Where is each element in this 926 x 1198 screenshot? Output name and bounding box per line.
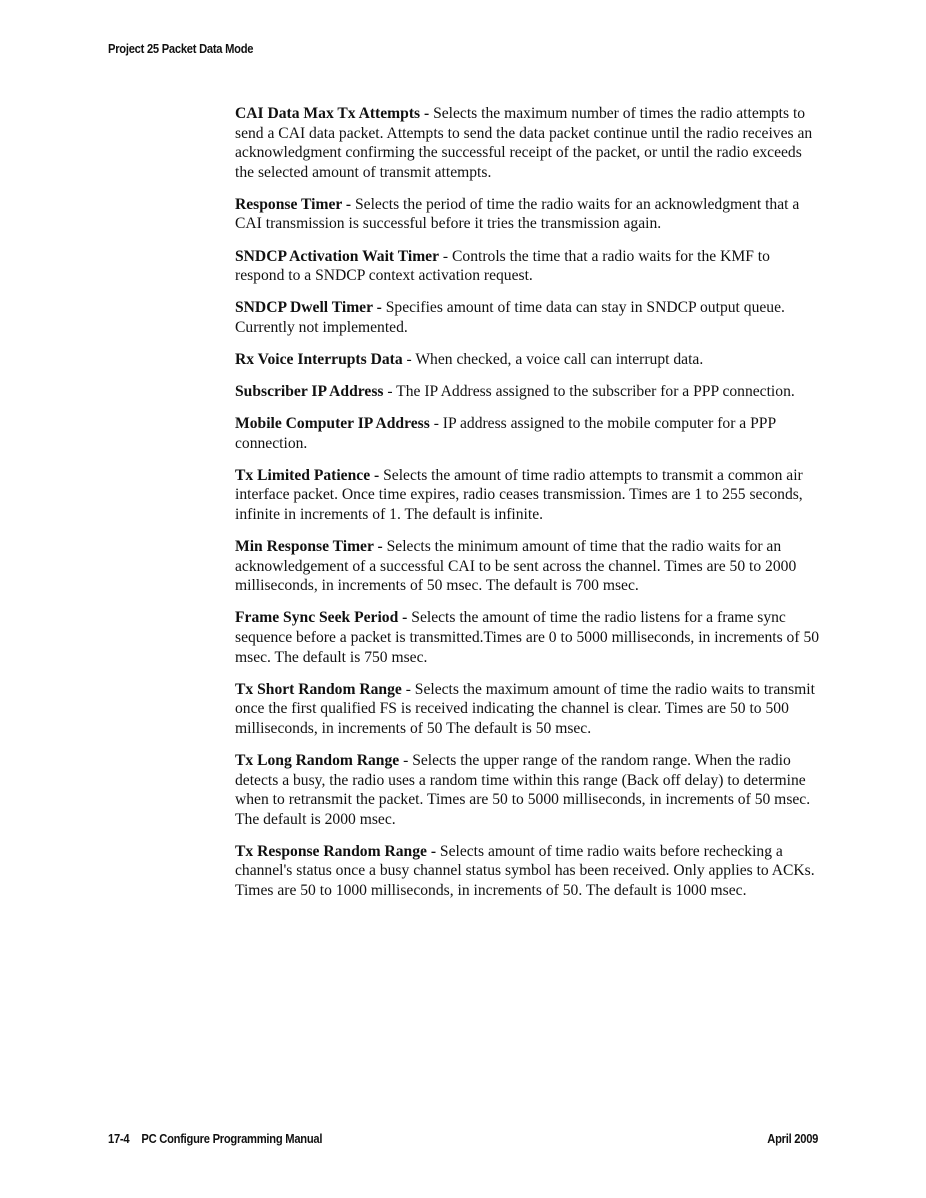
entry-min-response-timer [235, 537, 821, 596]
running-header: Project 25 Packet Data Mode [108, 41, 254, 56]
page-number: 17-4 [108, 1131, 130, 1146]
entry-description: Selects the maximum number of times the radio attempts to send a CAI data packet. Attempts to send the data packet continue until the radio receives an acknowledgment confirming the successful receipt of the packet, or until the radio exceeds the selected amount of transmit attempts. [235, 105, 813, 181]
entry-description: Selects the minimum amount of time that the radio waits for an acknowledgement of a successful CAI to be sent across the channel. Times are 50 to 2000 milliseconds, in increments of 50 msec. The default is 700 msec. [235, 538, 797, 595]
entry-term: Tx Limited Patience - [235, 466, 380, 484]
entry-term: CAI Data Max Tx Attempts - [235, 105, 430, 122]
entry-description: - The IP Address assigned to the subscriber for a PPP connection. [383, 383, 795, 401]
entry-sndcp-dwell-timer [235, 298, 821, 337]
entry-description: Specifies amount of time data can stay in SNDCP output queue. Currently not implemented. [235, 299, 785, 336]
entry-description: Selects the amount of time the radio listens for a frame sync sequence before a packet is transmitted.Times are 0 to 5000 milliseconds, in increments of 50 msec. The default is 750 msec. [235, 609, 820, 666]
entry-tx-short-random-range [235, 680, 821, 739]
entry-term: Tx Long Random Range [235, 751, 400, 769]
entry-term: Rx Voice Interrupts Data [235, 350, 403, 368]
entry-tx-response-random-range [235, 842, 821, 901]
entry-tx-long-random-range [235, 751, 821, 829]
entry-description: Selects the period of time the radio waits for an acknowledgment that a CAI transmission is successful before it tries the transmission again. [235, 195, 800, 233]
entry-term: Min Response Timer - [235, 538, 383, 556]
footer-left [108, 1131, 322, 1146]
entry-frame-sync-seek-period [235, 608, 821, 667]
entry-term: Subscriber IP Address [235, 383, 384, 401]
entry-description: - Controls the time that a radio waits for the KMF to respond to a SNDCP context activation request. [235, 247, 770, 285]
entry-term: Tx Response Random Range - [235, 842, 437, 860]
entry-description: - Selects the upper range of the random range. When the radio detects a busy, the radio uses a random time within this range (Back off delay) to determine when to retransmit the packet. Times are 50 to 5000 milliseconds, in increments of 50 msec. The default is 2000 msec. [235, 751, 811, 828]
entry-description: Selects the amount of time radio attempts to transmit a common air interface packet. Once time expires, radio ceases transmission. Times are 1 to 255 seconds, infinite in increments of 1. The default is infinite. [235, 466, 803, 523]
entry-term: Response Timer - [235, 195, 352, 213]
entry-description: - When checked, a voice call can interrupt data. [402, 350, 704, 368]
entry-sndcp-activation-wait-timer [235, 247, 821, 286]
entry-description: - IP address assigned to the mobile computer for a PPP connection. [235, 415, 776, 452]
entry-term: SNDCP Dwell Timer - [235, 299, 382, 317]
entry-term: SNDCP Activation Wait Timer [235, 247, 440, 265]
entry-rx-voice-interrupts-data [235, 350, 821, 370]
entry-description: Selects amount of time radio waits before rechecking a channel's status once a busy channel status symbol has been received. Only applies to ACKs. Times are 50 to 1000 milliseconds, in increments of 50. The default is 1000 msec. [235, 842, 815, 899]
manual-title: PC Configure Programming Manual [141, 1131, 323, 1146]
entry-term: Tx Short Random Range [235, 680, 402, 698]
body-text [235, 104, 821, 913]
entry-subscriber-ip-address [235, 382, 821, 402]
entry-term: Frame Sync Seek Period - [235, 609, 408, 627]
footer-date: April 2009 [767, 1131, 818, 1146]
entry-tx-limited-patience [235, 466, 821, 525]
entry-cai-data-max-tx-attempts [235, 104, 821, 182]
entry-term: Mobile Computer IP Address [235, 415, 430, 433]
entry-response-timer [235, 195, 821, 234]
entry-description: - Selects the maximum amount of time the radio waits to transmit once the first qualified FS is received indicating the channel is clear. Times are 50 to 500 milliseconds, in increments of 50 The default is 50 msec. [235, 680, 815, 737]
entry-mobile-computer-ip-address [235, 414, 821, 453]
